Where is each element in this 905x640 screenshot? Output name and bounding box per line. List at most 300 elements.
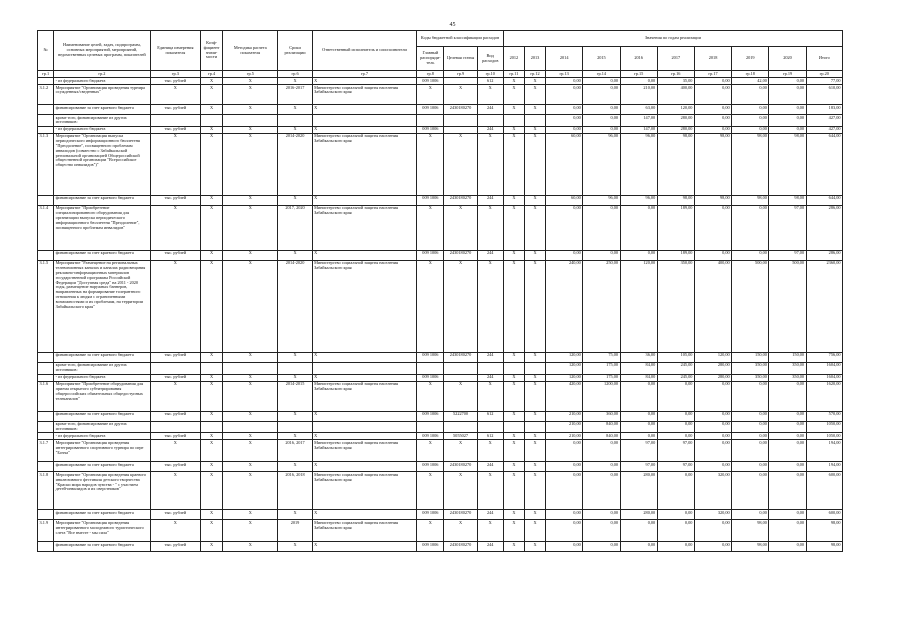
- table-cell: Х: [524, 374, 545, 381]
- table-cell: 0,00: [583, 520, 620, 542]
- table-cell: 286,00: [806, 205, 842, 250]
- table-cell: [524, 362, 545, 374]
- table-cell: Х: [223, 260, 278, 352]
- table-cell: финансирование за счет краевого бюджета: [54, 462, 151, 472]
- col-no: №: [38, 31, 54, 71]
- table-cell: 2430180270: [444, 542, 477, 552]
- table-cell: [312, 115, 417, 127]
- table-cell: Х: [200, 205, 222, 250]
- table-cell: 0,00: [769, 520, 806, 542]
- table-cell: Х: [503, 520, 524, 542]
- col-coef: Коэф-фициент значи-мости: [200, 31, 222, 71]
- table-cell: Х: [503, 433, 524, 440]
- column-number: гр.6: [278, 71, 312, 78]
- table-cell: Х: [477, 260, 503, 352]
- table-cell: 2016, 2017: [278, 440, 312, 462]
- table-cell: Х: [223, 195, 278, 205]
- col-year: 2013: [524, 47, 545, 71]
- table-cell: 244: [477, 352, 503, 362]
- table-cell: 0,00: [657, 472, 694, 510]
- table-cell: Х: [150, 260, 200, 352]
- table-cell: [503, 421, 524, 433]
- table-cell: 77,00: [806, 78, 842, 85]
- table-cell: 0,00: [583, 205, 620, 250]
- table-cell: 60,00: [546, 133, 583, 195]
- table-cell: кроме того, финансирование из других источников:: [54, 362, 151, 374]
- table-cell: 280,00: [657, 126, 694, 133]
- table-cell: Х: [477, 205, 503, 250]
- table-cell: 0,00: [769, 462, 806, 472]
- table-cell: 0,00: [546, 78, 583, 85]
- table-cell: 360,00: [583, 411, 620, 421]
- table-cell: Х: [444, 133, 477, 195]
- table-row: [38, 250, 843, 260]
- table-cell: 98,00: [769, 195, 806, 205]
- column-number: гр.19: [769, 71, 806, 78]
- table-cell: 183,00: [806, 105, 842, 115]
- table-cell: 0,00: [694, 205, 731, 250]
- table-cell: тыс. рублей: [150, 462, 200, 472]
- table-cell: [223, 362, 278, 374]
- table-row: [38, 205, 843, 250]
- table-cell: Х: [200, 462, 222, 472]
- table-cell: 244: [477, 250, 503, 260]
- table-cell: 350,00: [732, 362, 769, 374]
- table-row: [38, 411, 843, 421]
- col-year: 2015: [583, 47, 620, 71]
- table-cell: Х: [417, 472, 444, 510]
- table-cell: 0,00: [546, 440, 583, 462]
- table-cell: 0,00: [732, 105, 769, 115]
- table-cell: 3.1.5: [38, 260, 54, 352]
- table-cell: 98,00: [806, 520, 842, 542]
- column-number: гр.4: [200, 71, 222, 78]
- table-cell: 42,00: [732, 78, 769, 85]
- table-cell: тыс. рублей: [150, 126, 200, 133]
- table-cell: Министерство социальной защиты населения Забайкальского края: [312, 381, 417, 411]
- table-row: [38, 195, 843, 205]
- table-cell: [417, 362, 444, 374]
- table-cell: 0,00: [769, 381, 806, 411]
- table-cell: [477, 362, 503, 374]
- table-cell: 612: [477, 78, 503, 85]
- table-cell: Х: [503, 205, 524, 250]
- table-row: [38, 133, 843, 195]
- table-cell: [38, 362, 54, 374]
- table-cell: 280,00: [620, 472, 657, 510]
- table-cell: Х: [223, 85, 278, 105]
- column-number: гр.17: [694, 71, 731, 78]
- table-cell: Мероприятие "Приобретение специализированного оборудования для организации выпуска периодического информационного бюллетеня "Преодоление", посвященного проблемам инвалидов": [54, 205, 151, 250]
- table-cell: 60,00: [546, 195, 583, 205]
- table-cell: 2430180270: [444, 462, 477, 472]
- table-cell: 0,00: [657, 542, 694, 552]
- table-cell: Х: [150, 520, 200, 542]
- table-cell: 98,00: [732, 542, 769, 552]
- table-cell: Х: [477, 520, 503, 542]
- table-cell: Х: [223, 205, 278, 250]
- column-number: гр.11: [503, 71, 524, 78]
- table-cell: 0,00: [620, 542, 657, 552]
- table-cell: 0,00: [620, 520, 657, 542]
- table-cell: 2019: [278, 520, 312, 542]
- table-cell: Министерство социальной защиты населения Забайкальского края: [312, 260, 417, 352]
- table-cell: Х: [278, 250, 312, 260]
- column-number: гр.10: [477, 71, 503, 78]
- table-cell: Х: [444, 440, 477, 462]
- column-number: гр.3: [150, 71, 200, 78]
- table-cell: 0,00: [732, 250, 769, 260]
- table-cell: Х: [524, 352, 545, 362]
- column-number: гр.15: [620, 71, 657, 78]
- table-cell: 0,00: [694, 115, 731, 127]
- table-cell: 0,00: [657, 520, 694, 542]
- table-row: [38, 352, 843, 362]
- table-cell: 009 1006: [417, 352, 444, 362]
- table-cell: 120,00: [546, 374, 583, 381]
- table-cell: 0,00: [583, 115, 620, 127]
- table-cell: 0,00: [657, 433, 694, 440]
- table-cell: 2430180270: [444, 352, 477, 362]
- table-cell: Х: [312, 195, 417, 205]
- table-cell: Мероприятие "Организация проведения турнира осужденных/сведенных": [54, 85, 151, 105]
- table-cell: 245,00: [657, 374, 694, 381]
- col-year: 2020: [769, 47, 806, 71]
- table-cell: [477, 115, 503, 127]
- table-cell: Х: [223, 510, 278, 520]
- table-row: [38, 381, 843, 411]
- table-cell: тыс. рублей: [150, 433, 200, 440]
- table-cell: Х: [223, 374, 278, 381]
- table-cell: тыс. рублей: [150, 352, 200, 362]
- table-cell: тыс. рублей: [150, 411, 200, 421]
- table-cell: 244: [477, 542, 503, 552]
- table-cell: Х: [524, 462, 545, 472]
- table-cell: Х: [223, 411, 278, 421]
- table-cell: Х: [444, 85, 477, 105]
- col-year: 2014: [546, 47, 583, 71]
- table-cell: Министерство социальной защиты населения Забайкальского края: [312, 472, 417, 510]
- table-cell: Х: [312, 126, 417, 133]
- table-cell: [200, 115, 222, 127]
- table-cell: 612: [477, 433, 503, 440]
- table-cell: 0,00: [694, 440, 731, 462]
- table-cell: Х: [223, 433, 278, 440]
- table-cell: Х: [417, 205, 444, 250]
- col-values-group: Значения по годам реализации: [503, 31, 842, 47]
- table-cell: Х: [503, 133, 524, 195]
- table-cell: 75,00: [583, 352, 620, 362]
- table-cell: финансирование за счет краевого бюджета: [54, 510, 151, 520]
- table-cell: Х: [150, 472, 200, 510]
- table-cell: Х: [223, 520, 278, 542]
- table-cell: Х: [503, 260, 524, 352]
- table-cell: кроме того, финансирование из других источников:: [54, 115, 151, 127]
- table-cell: 009 1006: [417, 78, 444, 85]
- table-cell: 0,00: [583, 250, 620, 260]
- table-cell: 0,00: [732, 205, 769, 250]
- table-cell: 0,00: [694, 126, 731, 133]
- table-row: [38, 260, 843, 352]
- table-row: [38, 542, 843, 552]
- page-number: 45: [449, 22, 456, 28]
- table-cell: [38, 250, 54, 260]
- table-cell: Х: [417, 85, 444, 105]
- col-year: 2018: [694, 47, 731, 71]
- table-cell: 150,00: [732, 352, 769, 362]
- table-cell: [38, 115, 54, 127]
- table-cell: [38, 433, 54, 440]
- table-cell: 0,00: [583, 126, 620, 133]
- col-year: 2019: [732, 47, 769, 71]
- table-cell: 97,00: [769, 205, 806, 250]
- table-cell: [38, 352, 54, 362]
- table-cell: Х: [150, 381, 200, 411]
- column-number: гр.8: [417, 71, 444, 78]
- table-cell: кроме того, финансирование из других источников:: [54, 421, 151, 433]
- table-cell: Х: [223, 440, 278, 462]
- table-cell: 175,00: [583, 362, 620, 374]
- table-cell: Х: [223, 105, 278, 115]
- table-cell: 0,00: [732, 421, 769, 433]
- table-cell: Х: [524, 85, 545, 105]
- table-cell: 009 1006: [417, 195, 444, 205]
- table-cell: 600,00: [806, 510, 842, 520]
- table-cell: 0,00: [546, 462, 583, 472]
- table-cell: 0,00: [620, 205, 657, 250]
- table-cell: Х: [417, 260, 444, 352]
- table-cell: 2360,00: [806, 260, 842, 352]
- table-cell: 98,00: [657, 195, 694, 205]
- table-cell: 756,00: [806, 352, 842, 362]
- table-cell: [223, 115, 278, 127]
- table-row: [38, 78, 843, 85]
- table-cell: Х: [223, 250, 278, 260]
- table-cell: Х: [200, 260, 222, 352]
- table-cell: [278, 362, 312, 374]
- table-cell: [38, 411, 54, 421]
- table-cell: 150,00: [769, 352, 806, 362]
- table-row: [38, 115, 843, 127]
- table-cell: 0,00: [769, 440, 806, 462]
- table-cell: 0,00: [732, 126, 769, 133]
- table-cell: Х: [524, 126, 545, 133]
- table-cell: [503, 115, 524, 127]
- table-cell: Х: [278, 374, 312, 381]
- table-cell: 98,00: [694, 195, 731, 205]
- table-cell: 1604,00: [806, 374, 842, 381]
- column-number: гр.2: [54, 71, 151, 78]
- table-cell: Х: [524, 542, 545, 552]
- table-cell: Х: [444, 472, 477, 510]
- table-cell: Х: [150, 205, 200, 250]
- table-cell: Х: [417, 381, 444, 411]
- table-cell: Х: [444, 381, 477, 411]
- table-cell: 210,00: [546, 411, 583, 421]
- table-cell: тыс. рублей: [150, 374, 200, 381]
- table-cell: 009 1006: [417, 462, 444, 472]
- column-number-row: [38, 71, 843, 78]
- table-cell: [223, 421, 278, 433]
- table-cell: 147,00: [620, 126, 657, 133]
- table-cell: Х: [503, 462, 524, 472]
- col-year: 2017: [657, 47, 694, 71]
- table-cell: 1604,00: [806, 362, 842, 374]
- table-cell: 009 1006: [417, 542, 444, 552]
- table-cell: 400,00: [694, 260, 731, 352]
- table-cell: 600,00: [806, 472, 842, 510]
- table-cell: [150, 115, 200, 127]
- table-cell: 189,00: [657, 205, 694, 250]
- table-cell: Х: [278, 411, 312, 421]
- table-cell: Х: [278, 195, 312, 205]
- table-row: [38, 374, 843, 381]
- table-cell: 98,00: [769, 133, 806, 195]
- table-cell: 97,00: [657, 462, 694, 472]
- table-cell: Х: [503, 78, 524, 85]
- table-cell: Х: [200, 133, 222, 195]
- table-cell: Х: [200, 381, 222, 411]
- table-cell: Х: [503, 381, 524, 411]
- table-cell: 0,00: [583, 85, 620, 105]
- table-cell: [417, 115, 444, 127]
- table-cell: Х: [223, 381, 278, 411]
- table-cell: Х: [312, 78, 417, 85]
- column-number: гр.7: [312, 71, 417, 78]
- table-cell: Х: [477, 381, 503, 411]
- table-cell: 280,00: [694, 374, 731, 381]
- table-row: [38, 440, 843, 462]
- table-cell: 98,00: [657, 133, 694, 195]
- table-cell: 98,00: [732, 520, 769, 542]
- table-cell: Х: [524, 440, 545, 462]
- table-cell: Х: [444, 520, 477, 542]
- table-cell: [444, 374, 477, 381]
- table-cell: 1050,00: [806, 433, 842, 440]
- table-cell: 84,00: [620, 362, 657, 374]
- table-cell: Х: [223, 542, 278, 552]
- table-cell: Х: [503, 195, 524, 205]
- table-cell: Х: [312, 105, 417, 115]
- table-cell: 240,00: [546, 260, 583, 352]
- table-cell: 244: [477, 510, 503, 520]
- table-cell: 97,00: [620, 440, 657, 462]
- table-cell: Х: [312, 433, 417, 440]
- column-number: гр.14: [583, 71, 620, 78]
- table-cell: [444, 115, 477, 127]
- col-year: 2016: [620, 47, 657, 71]
- table-cell: Х: [524, 78, 545, 85]
- table-cell: Х: [223, 78, 278, 85]
- table-cell: 009 1006: [417, 510, 444, 520]
- table-cell: 320,00: [694, 472, 731, 510]
- table-cell: Х: [503, 352, 524, 362]
- table-cell: 3.1.6: [38, 381, 54, 411]
- table-cell: Х: [524, 105, 545, 115]
- table-cell: 2430180270: [444, 250, 477, 260]
- table-cell: Х: [223, 472, 278, 510]
- table-cell: 0,00: [769, 78, 806, 85]
- table-cell: 0,00: [769, 421, 806, 433]
- table-cell: 2014-2020: [278, 133, 312, 195]
- table-cell: Х: [524, 433, 545, 440]
- table-cell: 2014-2020: [278, 260, 312, 352]
- col-term: Сроки реализации: [278, 31, 312, 71]
- table-cell: [444, 421, 477, 433]
- table-cell: Х: [223, 133, 278, 195]
- table-cell: 2430180270: [444, 510, 477, 520]
- table-cell: 0,00: [732, 115, 769, 127]
- table-cell: 644,00: [806, 195, 842, 205]
- table-cell: 350,00: [769, 374, 806, 381]
- table-cell: 009 1006: [417, 250, 444, 260]
- table-cell: 5055027: [444, 433, 477, 440]
- table-cell: Х: [312, 250, 417, 260]
- col-total: Итого: [806, 47, 842, 71]
- table-cell: 0,00: [732, 462, 769, 472]
- table-row: [38, 433, 843, 440]
- table-cell: Х: [200, 195, 222, 205]
- table-cell: 210,00: [620, 85, 657, 105]
- table-cell: Х: [200, 433, 222, 440]
- table-cell: 0,00: [620, 78, 657, 85]
- table-cell: [200, 362, 222, 374]
- table-cell: 0,00: [620, 381, 657, 411]
- table-cell: Х: [503, 126, 524, 133]
- table-cell: Х: [200, 520, 222, 542]
- table-cell: 350,00: [769, 362, 806, 374]
- col-kbk-main: Главный распоряди-тель: [417, 47, 444, 71]
- table-cell: Мероприятие "Приобретение оборудования для приема открытого субтитрирования общероссийских обязательных общедоступных телеканалов": [54, 381, 151, 411]
- table-cell: 350,00: [732, 374, 769, 381]
- table-cell: 009 1006: [417, 411, 444, 421]
- table-cell: 5222700: [444, 411, 477, 421]
- table-cell: 612: [477, 411, 503, 421]
- table-row: [38, 362, 843, 374]
- table-cell: 0,00: [583, 105, 620, 115]
- table-cell: Министерство социальной защиты населения Забайкальского края: [312, 205, 417, 250]
- table-cell: 009 1006: [417, 374, 444, 381]
- col-method: Методика расчета показателя: [223, 31, 278, 71]
- table-cell: 840,00: [583, 433, 620, 440]
- table-cell: 0,00: [583, 462, 620, 472]
- table-cell: финансирование за счет краевого бюджета: [54, 250, 151, 260]
- table-cell: 2016, 2018: [278, 472, 312, 510]
- table-cell: Х: [200, 250, 222, 260]
- table-cell: [524, 421, 545, 433]
- table-cell: Х: [312, 462, 417, 472]
- table-row: [38, 85, 843, 105]
- table-cell: 0,00: [732, 510, 769, 520]
- program-table: [37, 30, 843, 552]
- table-cell: [477, 421, 503, 433]
- table-cell: 210,00: [546, 433, 583, 440]
- table-header: [38, 31, 843, 78]
- table-cell: 120,00: [546, 352, 583, 362]
- table-cell: [150, 362, 200, 374]
- table-cell: 840,00: [583, 421, 620, 433]
- table-cell: 0,00: [546, 250, 583, 260]
- table-cell: Х: [200, 126, 222, 133]
- table-cell: 0,00: [546, 520, 583, 542]
- table-cell: - из федерального бюджета: [54, 78, 151, 85]
- table-cell: [38, 195, 54, 205]
- table-cell: Х: [503, 472, 524, 510]
- col-year: 2012: [503, 47, 524, 71]
- table-cell: 0,00: [546, 115, 583, 127]
- table-cell: Х: [150, 85, 200, 105]
- table-cell: Х: [524, 250, 545, 260]
